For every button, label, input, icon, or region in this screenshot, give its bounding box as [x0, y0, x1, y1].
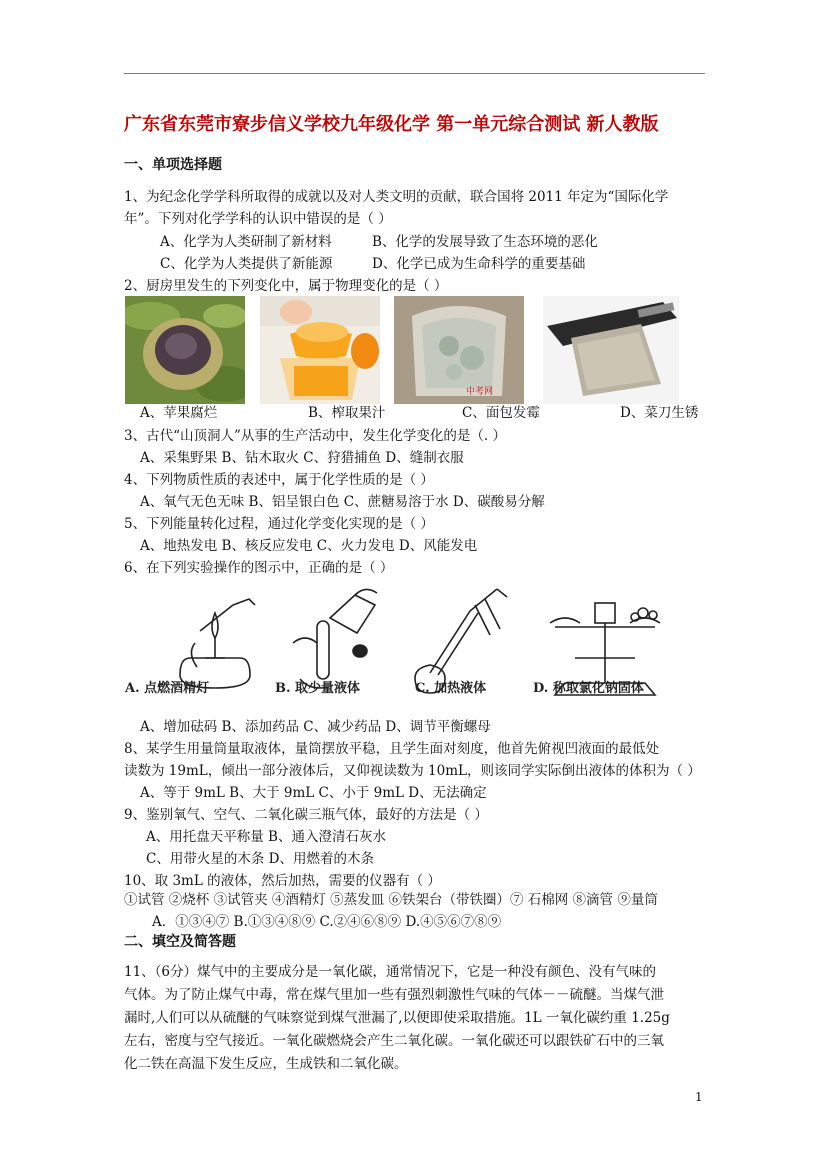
q8-options: A、等于 9mL B、大于 9mL C、小于 9mL D、无法确定	[140, 785, 487, 801]
q5-options: A、地热发电 B、核反应发电 C、火力发电 D、风能发电	[140, 538, 478, 554]
q8-stem-line1: 8、某学生用量筒量取液体，量筒摆放平稳，且学生面对刻度，他首先俯视凹液面的最低处	[124, 741, 660, 757]
q9-options-line1: A、用托盘天平称量 B、通入澄清石灰水	[146, 829, 386, 845]
q4-stem: 4、下列物质性质的表述中，属于化学性质的是（ ）	[124, 472, 434, 488]
q1-stem-line2: 年”。下列对化学学科的认识中错误的是（ ）	[124, 211, 392, 227]
q6-label-d: D. 称取氯化钠固体	[533, 681, 644, 696]
q11-line3: 漏时,人们可以从硫醚的气味察觉到煤气泄漏了,以便即使采取措施。1L 一氧化碳约重 1.25g	[124, 1010, 670, 1026]
q6-label-b: B. 取少量液体	[275, 681, 361, 696]
section-heading-1: 一、单项选择题	[124, 157, 222, 173]
q6-label-c: C. 加热液体	[415, 681, 487, 696]
q5-stem: 5、下列能量转化过程，通过化学变化实现的是（ ）	[124, 516, 434, 532]
q6-label-a: A. 点燃酒精灯	[125, 681, 210, 696]
q11-line2: 气体。为了防止煤气中毒，常在煤气里加一些有强烈刺激性气味的气体－－硫醚。当煤气泄	[124, 987, 664, 1003]
section-heading-2: 二、填空及简答题	[124, 934, 236, 950]
q10-items: ①试管 ②烧杯 ③试管夹 ④酒精灯 ⑤蒸发皿 ⑥铁架台（带铁圈）⑦ 石棉网 ⑧滴管 ⑨量筒	[124, 892, 658, 908]
q10-stem: 10、取 3mL 的液体，然后加热，需要的仪器有（ ）	[124, 873, 441, 889]
q2-option-d: D、菜刀生锈	[620, 405, 699, 421]
q4-options: A、氧气无色无味 B、铝呈银白色 C、蔗糖易溶于水 D、碳酸易分解	[140, 494, 545, 510]
photo-watermark: 中考网	[466, 387, 494, 397]
q11-line5: 化二铁在高温下发生反应，生成铁和二氧化碳。	[124, 1056, 408, 1072]
q8-stem-line2: 读数为 19mL，倾出一部分液体后，又仰视读数为 10mL，则该同学实际倒出液体的体积为（ ）	[124, 763, 701, 779]
q7-options: A、增加砝码 B、添加药品 C、减少药品 D、调节平衡螺母	[140, 719, 491, 735]
q9-options-line2: C、用带火星的木条 D、用燃着的木条	[146, 851, 374, 867]
q1-option-c: C、化学为人类提供了新能源	[160, 256, 333, 272]
header-rule	[124, 73, 705, 74]
q2-option-a: A、苹果腐烂	[140, 405, 218, 421]
q11-line1: 11、（6分）煤气中的主要成分是一氧化碳，通常情况下，它是一种没有颜色、没有气味的	[124, 964, 657, 980]
page-number: 1	[695, 1090, 703, 1104]
q2-stem: 2、厨房里发生的下列变化中，属于物理变化的是（ ）	[124, 278, 448, 294]
q6-stem: 6、在下列实验操作的图示中，正确的是（ ）	[124, 560, 394, 576]
q3-stem: 3、古代“山顶洞人”从事的生产活动中，发生化学变化的是（. ）	[124, 428, 506, 444]
q2-option-c: C、面包发霉	[462, 405, 540, 421]
q11-line4: 左右，密度与空气接近。一氧化碳燃烧会产生二氧化碳。一氧化碳还可以跟铁矿石中的三氧	[124, 1033, 664, 1049]
q6-apparatus-figure	[125, 583, 700, 708]
moldy-bread-photo	[394, 296, 524, 404]
rusty-knife-photo	[543, 296, 679, 404]
q1-option-b: B、化学的发展导致了生态环境的恶化	[372, 234, 598, 250]
q1-option-d: D、化学已成为生命科学的重要基础	[372, 256, 586, 272]
page-title: 广东省东莞市寮步信义学校九年级化学 第一单元综合测试 新人教版	[124, 114, 659, 135]
q10-options: A．①③④⑦ B.①③④⑧⑨ C.②④⑥⑧⑨ D.④⑤⑥⑦⑧⑨	[152, 914, 502, 930]
q3-options: A、采集野果 B、钻木取火 C、狩猎捕鱼 D、缝制衣服	[140, 450, 464, 466]
q1-option-a: A、化学为人类研制了新材料	[160, 234, 332, 250]
q9-stem: 9、鉴别氧气、空气、二氧化碳三瓶气体，最好的方法是（ ）	[124, 807, 488, 823]
q1-stem-line1: 1、为纪念化学学科所取得的成就以及对人类文明的贡献，联合国将 2011 年定为“国际化学	[124, 189, 669, 205]
rotten-apple-photo	[125, 296, 245, 404]
juicer-photo	[260, 296, 380, 404]
q2-option-b: B、榨取果汁	[308, 405, 386, 421]
